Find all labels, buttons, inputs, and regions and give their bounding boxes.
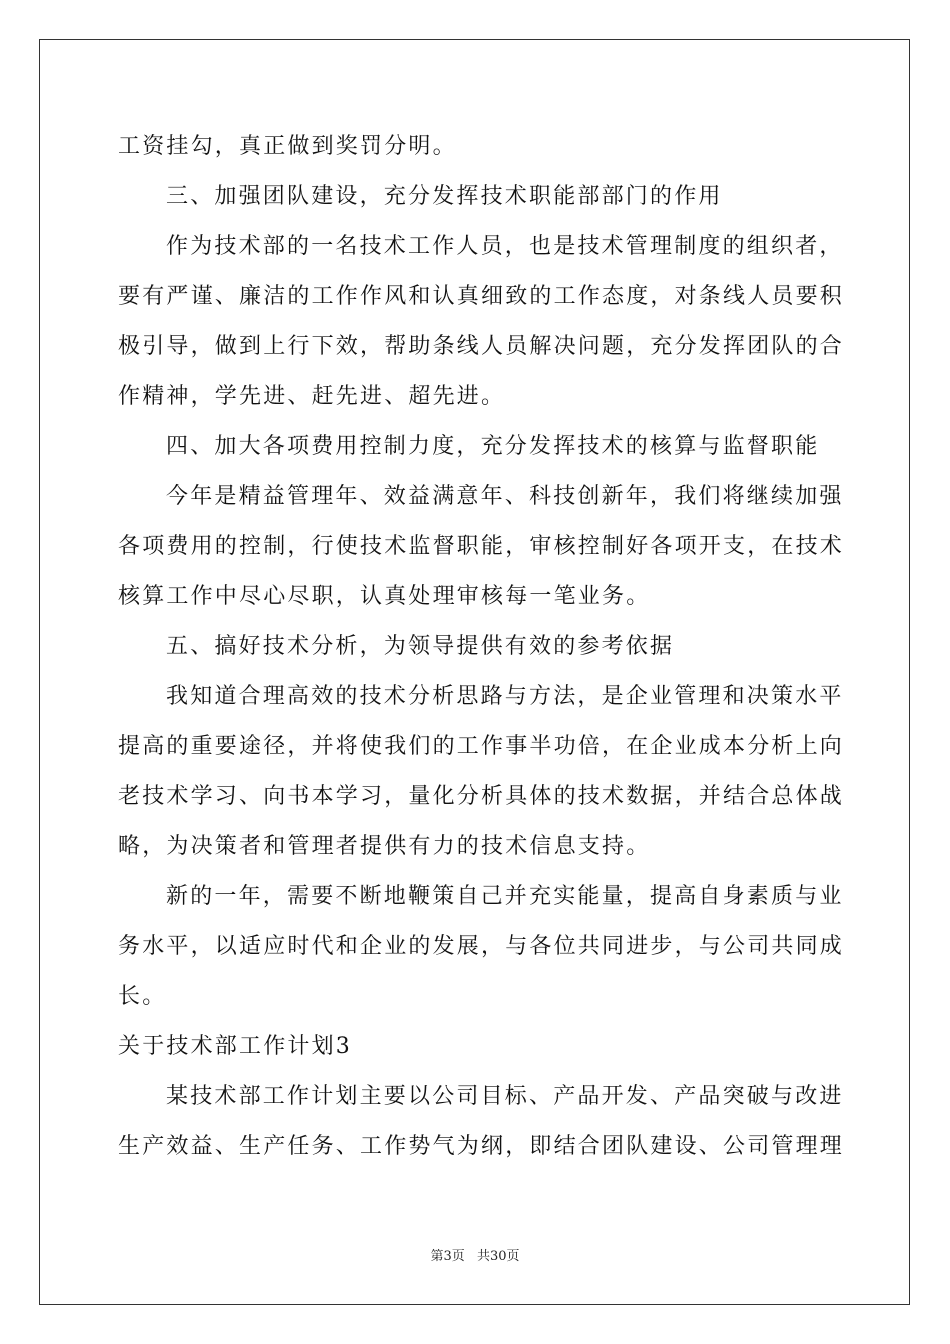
- text-line: 务水平，以适应时代和企业的发展，与各位共同进步，与公司共同成: [118, 934, 845, 959]
- text-line: 略，为决策者和管理者提供有力的技术信息支持。: [118, 834, 651, 859]
- text-line: 老技术学习、向书本学习，量化分析具体的技术数据，并结合总体战: [118, 784, 845, 809]
- text-line: 要有严谨、廉洁的工作作风和认真细致的工作态度，对条线人员要积: [118, 284, 845, 309]
- section-heading: 三、加强团队建设，充分发挥技术职能部部门的作用: [166, 184, 723, 209]
- text-line: 核算工作中尽心尽职，认真处理审核每一笔业务。: [118, 584, 651, 609]
- text-line: 各项费用的控制，行使技术监督职能，审核控制好各项开支，在技术: [118, 534, 845, 559]
- text-line: 作为技术部的一名技术工作人员，也是技术管理制度的组织者，: [166, 234, 844, 259]
- text-line: 新的一年，需要不断地鞭策自己并充实能量，提高自身素质与业: [166, 884, 844, 909]
- page-footer: [0, 1245, 950, 1264]
- text-line: 工资挂勾，真正做到奖罚分明。: [118, 134, 457, 159]
- text-line: 提高的重要途径，并将使我们的工作事半功倍，在企业成本分析上向: [118, 734, 845, 759]
- document-title: 关于技术部工作计划3: [118, 1034, 352, 1059]
- text-line: 极引导，做到上行下效，帮助条线人员解决问题，充分发挥团队的合: [118, 334, 845, 359]
- text-line: 某技术部工作计划主要以公司目标、产品开发、产品突破与改进: [166, 1084, 844, 1109]
- text-line: 我知道合理高效的技术分析思路与方法，是企业管理和决策水平: [166, 684, 844, 709]
- total-pages: 共30页: [476, 1249, 520, 1264]
- text-line: 长。: [118, 984, 167, 1009]
- text-line: 今年是精益管理年、效益满意年、科技创新年，我们将继续加强: [166, 484, 844, 509]
- section-heading: 四、加大各项费用控制力度，充分发挥技术的核算与监督职能: [166, 434, 820, 459]
- page-number: 第3页: [430, 1249, 465, 1264]
- text-line: 生产效益、生产任务、工作势气为纲，即结合团队建设、公司管理理: [118, 1134, 845, 1159]
- text-line: 作精神，学先进、赶先进、超先进。: [118, 384, 506, 409]
- section-heading: 五、搞好技术分析，为领导提供有效的参考依据: [166, 634, 675, 659]
